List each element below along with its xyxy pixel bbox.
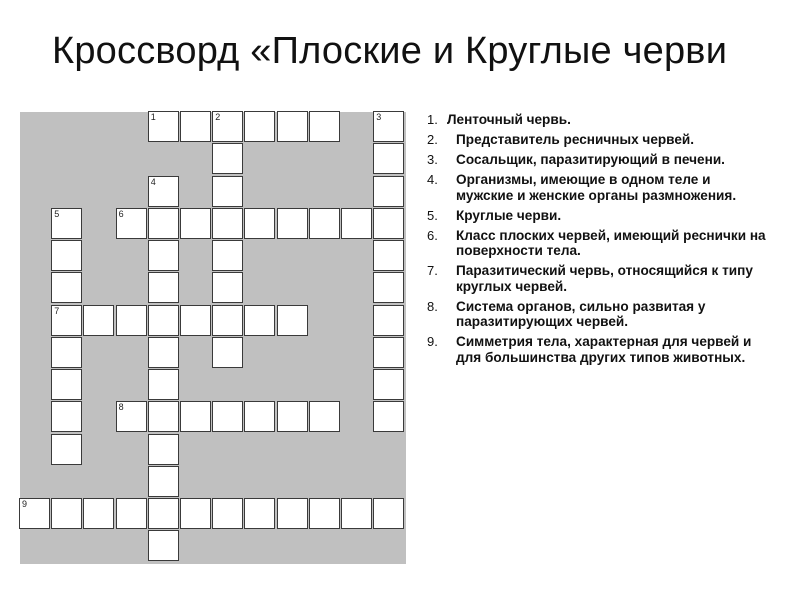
crossword-cell[interactable]	[148, 305, 179, 336]
crossword-cell[interactable]	[180, 498, 211, 529]
crossword-cell[interactable]	[148, 111, 179, 142]
crossword-cell[interactable]	[373, 401, 404, 432]
crossword-cell[interactable]	[373, 143, 404, 174]
crossword-cell[interactable]	[148, 369, 179, 400]
clue-number: 6.	[427, 227, 438, 243]
cell-number: 5	[54, 208, 60, 219]
crossword-cell[interactable]	[148, 240, 179, 271]
crossword-cell[interactable]	[212, 208, 243, 239]
crossword-cell[interactable]	[212, 498, 243, 529]
crossword-cell[interactable]	[373, 208, 404, 239]
clue-number: 3.	[427, 152, 438, 167]
crossword-cell[interactable]	[277, 208, 308, 239]
cell-number: 9	[22, 499, 28, 509]
clue-item	[427, 299, 767, 330]
crossword-cell[interactable]	[244, 305, 275, 336]
crossword-cell[interactable]	[244, 111, 275, 142]
crossword-cell[interactable]	[373, 240, 404, 271]
crossword-cell[interactable]	[51, 305, 82, 336]
crossword-cell[interactable]	[51, 337, 82, 368]
clue-number: 4.	[427, 172, 438, 187]
crossword-cell[interactable]	[148, 272, 179, 303]
clue-number: 2.	[427, 132, 438, 147]
clue-text: Класс плоских червей, имеющий реснички на поверхности тела.	[456, 227, 766, 258]
cell-number: 4	[150, 176, 156, 187]
crossword-cell[interactable]	[309, 498, 340, 529]
crossword-cell[interactable]	[309, 401, 340, 432]
crossword-cell[interactable]	[277, 498, 308, 529]
crossword-cell[interactable]	[148, 176, 179, 207]
clue-text: Круглые черви.	[456, 207, 562, 223]
clue-text: Паразитический червь, относящийся к типу круглых червей.	[456, 263, 753, 294]
crossword-cell[interactable]	[19, 498, 50, 529]
clue-item	[427, 208, 767, 224]
crossword-cell[interactable]	[373, 498, 404, 529]
crossword-cell[interactable]	[341, 208, 372, 239]
crossword-cell[interactable]	[180, 111, 211, 142]
crossword-cell[interactable]	[373, 305, 404, 336]
clue-text: Симметрия тела, характерная для червей и для большинства других типов животных.	[456, 334, 752, 365]
crossword-cell[interactable]	[51, 434, 82, 465]
clue-item	[427, 132, 767, 148]
cell-number: 1	[150, 112, 156, 122]
clue-item	[427, 112, 767, 128]
crossword-cell[interactable]	[212, 111, 243, 142]
crossword-cell[interactable]	[373, 272, 404, 303]
clue-text: Организмы, имеющие в одном теле и мужские и женские органы размножения.	[456, 172, 737, 203]
crossword-cell[interactable]	[51, 272, 82, 303]
crossword-cell[interactable]	[116, 498, 147, 529]
crossword-cell[interactable]	[148, 530, 179, 561]
clue-text: Система органов, сильно развитая у паразитирующих червей.	[456, 298, 706, 329]
crossword-cell[interactable]	[277, 111, 308, 142]
crossword-cell[interactable]	[51, 369, 82, 400]
crossword-cell[interactable]	[309, 111, 340, 142]
crossword-cell[interactable]	[309, 208, 340, 239]
crossword-cell[interactable]	[148, 434, 179, 465]
clue-text: Сосальщик, паразитирующий в печени.	[456, 152, 725, 167]
clue-item	[427, 263, 767, 294]
crossword-cell[interactable]	[373, 337, 404, 368]
clue-item	[427, 334, 767, 365]
crossword-cell[interactable]	[148, 466, 179, 497]
clue-number: 7.	[427, 263, 438, 278]
clue-number: 1.	[427, 112, 438, 127]
crossword-cell[interactable]	[212, 176, 243, 207]
crossword-cell[interactable]	[116, 305, 147, 336]
crossword-cell[interactable]	[212, 401, 243, 432]
crossword-cell[interactable]	[277, 305, 308, 336]
crossword-cell[interactable]	[180, 305, 211, 336]
crossword-cell[interactable]	[83, 305, 114, 336]
crossword-cell[interactable]	[51, 240, 82, 271]
crossword-cell[interactable]	[244, 401, 275, 432]
clue-item	[427, 152, 767, 168]
crossword-cell[interactable]	[212, 272, 243, 303]
crossword-cell[interactable]	[148, 498, 179, 529]
clue-list	[427, 112, 767, 370]
crossword-cell[interactable]	[212, 337, 243, 368]
crossword-grid	[20, 112, 406, 564]
crossword-cell[interactable]	[277, 401, 308, 432]
clue-number: 5.	[427, 207, 438, 223]
clue-item	[427, 172, 767, 203]
crossword-cell[interactable]	[341, 498, 372, 529]
crossword-cell[interactable]	[212, 143, 243, 174]
crossword-cell[interactable]	[116, 401, 147, 432]
crossword-cell[interactable]	[51, 208, 82, 239]
page-title: Кроссворд «Плоские и Круглые черви	[52, 30, 728, 72]
cell-number: 3	[376, 112, 382, 122]
crossword-cell[interactable]	[51, 401, 82, 432]
clue-text: Представитель ресничных червей.	[456, 132, 695, 147]
clue-number: 8.	[427, 298, 438, 314]
cell-number: 7	[54, 305, 60, 316]
crossword-cell[interactable]	[244, 208, 275, 239]
crossword-cell[interactable]	[180, 401, 211, 432]
clue-item	[427, 228, 767, 259]
clue-number: 9.	[427, 334, 438, 349]
clue-text: Ленточный червь.	[447, 112, 571, 127]
crossword-cell[interactable]	[212, 305, 243, 336]
crossword-cell[interactable]	[373, 111, 404, 142]
cell-number: 6	[118, 208, 124, 219]
crossword-cell[interactable]	[373, 369, 404, 400]
crossword-cell[interactable]	[180, 208, 211, 239]
cell-number: 2	[215, 112, 221, 122]
crossword-cell[interactable]	[116, 208, 147, 239]
crossword-cell[interactable]	[244, 498, 275, 529]
cell-number: 8	[118, 402, 124, 413]
crossword-cell[interactable]	[373, 176, 404, 207]
crossword-cell[interactable]	[148, 401, 179, 432]
crossword-cell[interactable]	[148, 208, 179, 239]
crossword-cell[interactable]	[212, 240, 243, 271]
crossword-cell[interactable]	[83, 498, 114, 529]
crossword-cell[interactable]	[148, 337, 179, 368]
crossword-cell[interactable]	[51, 498, 82, 529]
